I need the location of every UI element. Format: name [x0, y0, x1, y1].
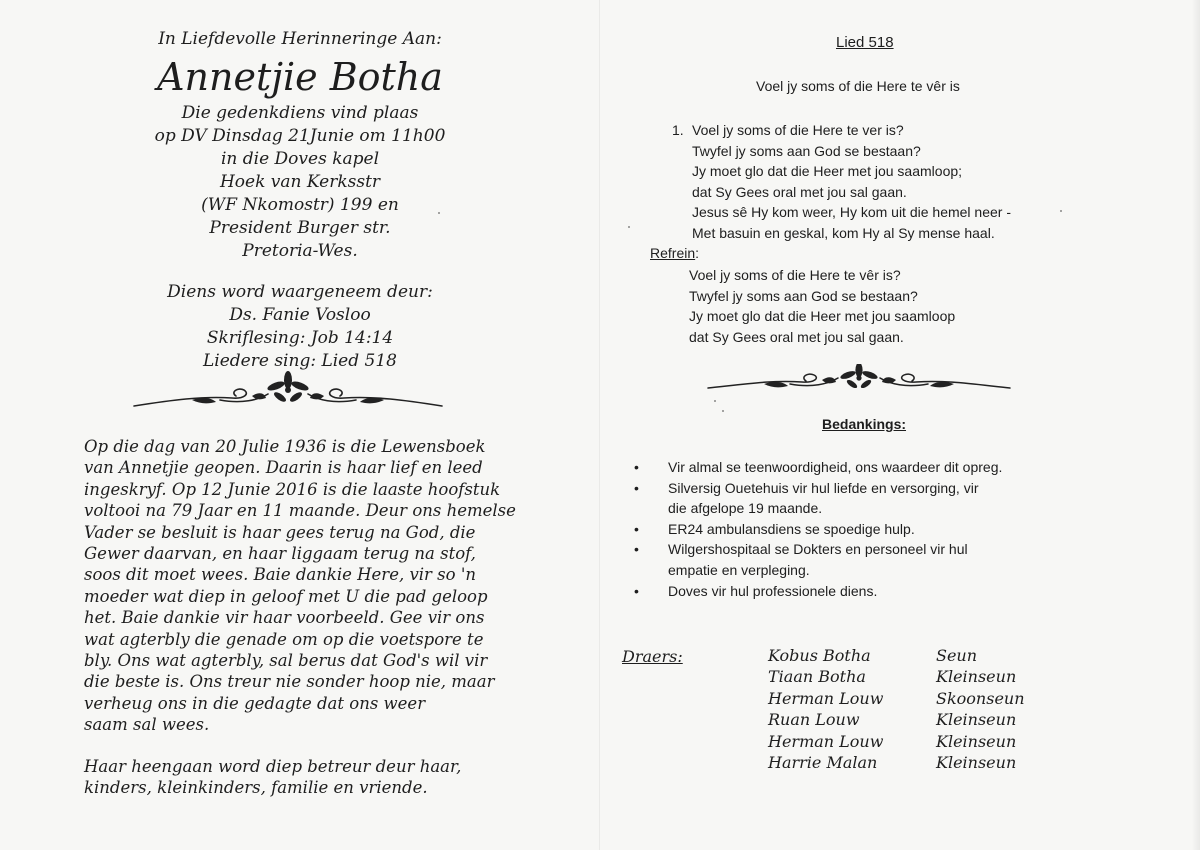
officiant-line: Skriflesing: Job 14:14 — [206, 328, 394, 348]
body-line: wat agterbly die genade om op die voetspore te — [84, 629, 484, 649]
service-line: in die Doves kapel — [220, 149, 380, 169]
bearer-role: Kleinseun — [936, 667, 1017, 687]
body-line: het. Baie dankie vir haar voorbeeld. Gee vir ons — [84, 608, 485, 628]
verse-number: 1. — [672, 122, 684, 138]
verse-line: Jy moet glo dat die Heer met jou saamloop; — [692, 163, 963, 180]
verse-line: Voel jy soms of die Here te ver is? — [692, 122, 904, 138]
hymn-subtitle: Voel jy soms of die Here te vêr is — [756, 78, 960, 94]
bullet-icon: • — [634, 479, 639, 496]
scan-speck — [722, 410, 724, 412]
bearer-name: Tiaan Botha — [768, 667, 866, 687]
closing-paragraph — [84, 756, 524, 799]
body-line: ingeskryf. Op 12 Junie 2016 is die laaste hoofstuk — [84, 479, 501, 499]
thanks-item — [634, 457, 1074, 478]
refrain-heading — [650, 245, 699, 261]
bearer-row — [768, 645, 1058, 666]
service-line: op DV Dinsdag 21Junie om 11h00 — [154, 126, 446, 146]
thanks-line: Wilgershospitaal se Dokters en personeel vir hul — [668, 541, 968, 558]
paper-edge — [1192, 0, 1200, 850]
life-story-paragraph — [84, 436, 524, 736]
bullet-icon: • — [634, 459, 639, 475]
bullet-icon: • — [634, 520, 639, 537]
service-details — [60, 102, 540, 263]
memorial-header — [60, 28, 540, 373]
thanks-item — [634, 478, 1074, 519]
thanks-item — [634, 539, 1074, 580]
thanks-line: die afgelope 19 maande. — [668, 500, 823, 517]
thanks-list — [634, 457, 1074, 601]
thanks-line: Silversig Ouetehuis vir hul liefde en versorging, vir — [668, 479, 979, 496]
closing-line: kinders, kleinkinders, familie en vriende. — [84, 778, 428, 798]
body-line: voltooi na 79 Jaar en 11 maande. Deur ons hemelse — [84, 501, 516, 521]
verse-line: Jesus sê Hy kom weer, Hy kom uit die hemel neer - — [692, 204, 1012, 221]
body-line: Gewer daarvan, en haar liggaam terug na stof, — [84, 544, 476, 564]
body-line: moeder wat diep in geloof met U die pad geloop — [84, 586, 488, 606]
floral-divider-icon — [706, 364, 1012, 404]
deceased-name: Annetjie Botha — [157, 55, 443, 99]
bearer-row — [768, 666, 1058, 687]
body-line: Op die dag van 20 Julie 1936 is die Lewensboek — [84, 437, 486, 456]
verse-line: Met basuin en geskal, kom Hy al Sy mense haal. — [692, 224, 995, 241]
scan-speck — [714, 400, 716, 402]
scan-speck — [1060, 210, 1062, 212]
officiant-line: Liedere sing: Lied 518 — [203, 351, 397, 371]
bearer-row — [768, 731, 1058, 752]
service-line: (WF Nkomostr) 199 en — [201, 195, 399, 215]
refrain-line: dat Sy Gees oral met jou sal gaan. — [689, 328, 904, 345]
officiant-details — [60, 281, 540, 373]
bearers-heading: Draers: — [622, 647, 683, 666]
service-line: Die gedenkdiens vind plaas — [181, 103, 419, 123]
refrain-colon: : — [695, 245, 700, 261]
officiant-line: Ds. Fanie Vosloo — [229, 305, 371, 325]
bearer-name: Herman Louw — [768, 731, 884, 751]
service-line: Hoek van Kerksstr — [219, 172, 381, 192]
body-line: saam sal wees. — [84, 715, 210, 735]
bearer-role: Kleinseun — [936, 710, 1017, 730]
thanks-heading: Bedankings: — [822, 416, 907, 432]
officiant-line: Diens word waargeneem deur: — [167, 282, 433, 302]
closing-line: Haar heengaan word diep betreur deur haar, — [84, 757, 462, 776]
thanks-line: empatie en verpleging. — [668, 561, 810, 578]
refrain-label: Refrein — [650, 245, 696, 261]
thanks-line: ER24 ambulansdiens se spoedige hulp. — [668, 520, 915, 537]
body-line: bly. Ons wat agterbly, sal berus dat God's wil vir — [84, 651, 488, 671]
bearers-list — [768, 645, 1058, 773]
bearer-role: Seun — [936, 646, 978, 665]
refrain-line: Twyfel jy soms aan God se bestaan? — [689, 287, 918, 304]
refrain — [689, 265, 955, 347]
bearer-role: Kleinseun — [936, 752, 1017, 772]
bearer-row — [768, 752, 1058, 773]
body-line: van Annetjie geopen. Daarin is haar lief en leed — [84, 458, 483, 478]
thanks-item — [634, 581, 1074, 602]
body-line: Vader se besluit is haar gees terug na God, die — [84, 522, 476, 542]
bearer-row — [768, 688, 1058, 709]
bullet-icon: • — [634, 541, 639, 558]
service-line: Pretoria-Wes. — [242, 241, 358, 261]
floral-divider-icon — [132, 370, 444, 414]
body-line: soos dit moet wees. Baie dankie Here, vir so 'n — [84, 565, 476, 585]
bullet-icon: • — [634, 582, 639, 599]
page-fold — [599, 0, 600, 850]
service-line: President Burger str. — [209, 218, 391, 238]
bearer-name: Harrie Malan — [768, 752, 878, 772]
thanks-line: Vir almal se teenwoordigheid, ons waardeer dit opreg. — [668, 459, 1003, 475]
verse-line: dat Sy Gees oral met jou sal gaan. — [692, 183, 907, 200]
bearer-role: Kleinseun — [936, 731, 1017, 751]
bearer-name: Ruan Louw — [768, 710, 860, 730]
scan-speck — [628, 226, 630, 228]
bearer-row — [768, 709, 1058, 730]
body-line: verheug ons in die gedagte dat ons weer — [84, 693, 426, 713]
refrain-line: Voel jy soms of die Here te vêr is? — [689, 267, 901, 283]
body-line: die beste is. Ons treur nie sonder hoop nie, maar — [84, 672, 495, 692]
refrain-line: Jy moet glo dat die Heer met jou saamloop — [689, 308, 956, 325]
scan-speck — [438, 212, 440, 214]
hymn-title: Lied 518 — [836, 34, 894, 51]
thanks-item — [634, 519, 1074, 540]
bearer-name: Herman Louw — [768, 688, 884, 708]
intro-line: In Liefdevolle Herinneringe Aan: — [158, 29, 442, 49]
thanks-line: Doves vir hul professionele diens. — [668, 582, 878, 599]
bearer-name: Kobus Botha — [768, 646, 871, 665]
verse-line: Twyfel jy soms aan God se bestaan? — [692, 142, 921, 159]
bearer-role: Skoonseun — [936, 688, 1025, 708]
